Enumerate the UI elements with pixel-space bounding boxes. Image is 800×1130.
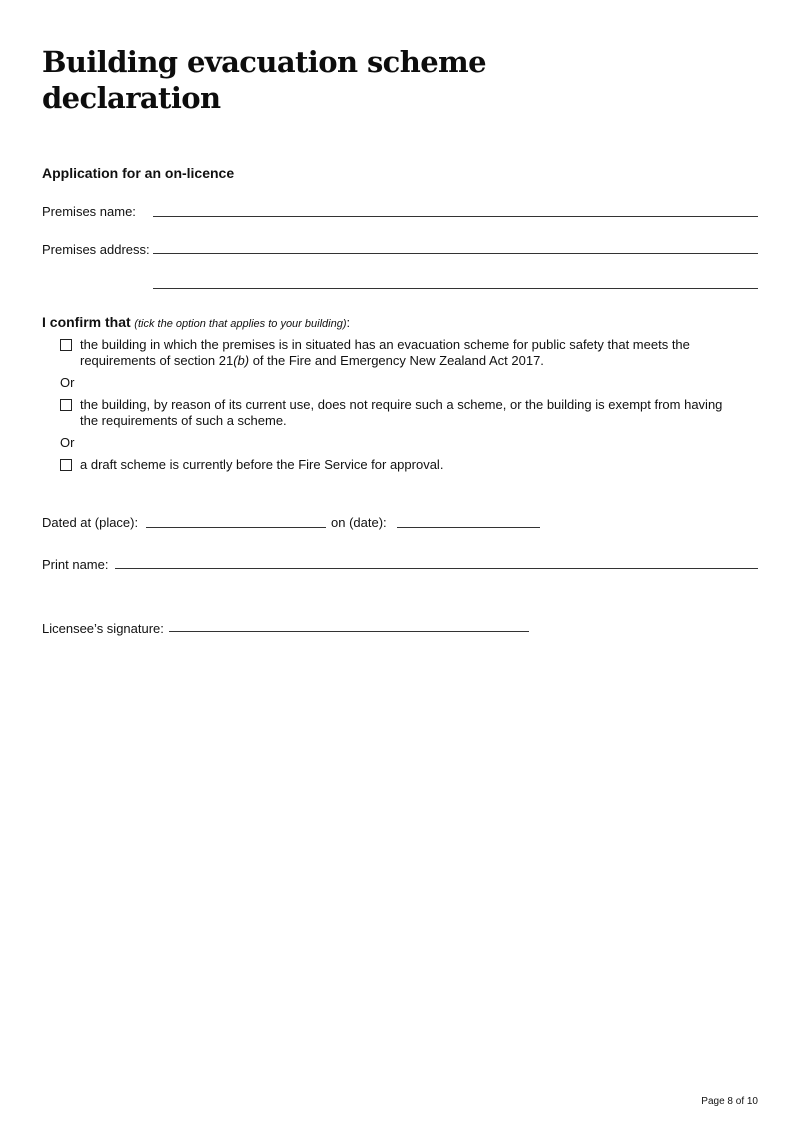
option-1-text xyxy=(80,337,740,369)
print-name-field[interactable] xyxy=(115,568,758,569)
option-2-text: the building, by reason of its current use, does not require such a scheme, or the building is exempt from having the requirements of such a scheme. xyxy=(80,397,723,428)
confirm-heading xyxy=(42,314,350,330)
or-label-1: Or xyxy=(60,375,75,390)
signature-label: Licensee’s signature: xyxy=(42,621,164,636)
option-1-text-before: the building in which the premises is in situated has an evacuation scheme for public safety that meets the requirements of section 21 xyxy=(80,337,690,368)
option-1-text-after: of the Fire and Emergency New Zealand Act 2017. xyxy=(249,353,544,368)
title-line-1: Building evacuation scheme xyxy=(42,45,486,79)
option-evacuation-scheme xyxy=(60,337,740,369)
premises-address-field-line-2[interactable] xyxy=(153,288,758,289)
option-1-text-italic: (b) xyxy=(233,353,250,368)
premises-name-label: Premises name: xyxy=(42,204,136,219)
print-name-label: Print name: xyxy=(42,557,109,572)
option-draft-scheme xyxy=(60,457,740,473)
on-date-label: on (date): xyxy=(331,515,387,530)
confirm-colon: : xyxy=(346,315,351,330)
page-number: Page 8 of 10 xyxy=(701,1096,758,1107)
or-label-2: Or xyxy=(60,435,75,450)
on-date-field[interactable] xyxy=(397,527,540,528)
option-3-text: a draft scheme is currently before the Fire Service for approval. xyxy=(80,457,444,472)
confirm-heading-text: I confirm that xyxy=(42,314,131,330)
title-line-2: declaration xyxy=(42,81,221,115)
dated-at-field[interactable] xyxy=(146,527,326,528)
dated-at-label: Dated at (place): xyxy=(42,515,139,530)
premises-name-field[interactable] xyxy=(153,216,758,217)
signature-field[interactable] xyxy=(169,631,529,632)
checkbox-option-3[interactable] xyxy=(60,459,72,471)
confirm-hint: (tick the option that applies to your building) xyxy=(134,318,347,330)
option-no-scheme-required xyxy=(60,397,740,429)
premises-address-label: Premises address: xyxy=(42,242,150,257)
section-subtitle: Application for an on-licence xyxy=(42,165,235,181)
checkbox-option-1[interactable] xyxy=(60,339,72,351)
checkbox-option-2[interactable] xyxy=(60,399,72,411)
premises-address-field-line-1[interactable] xyxy=(153,253,758,254)
page-title xyxy=(42,44,486,116)
